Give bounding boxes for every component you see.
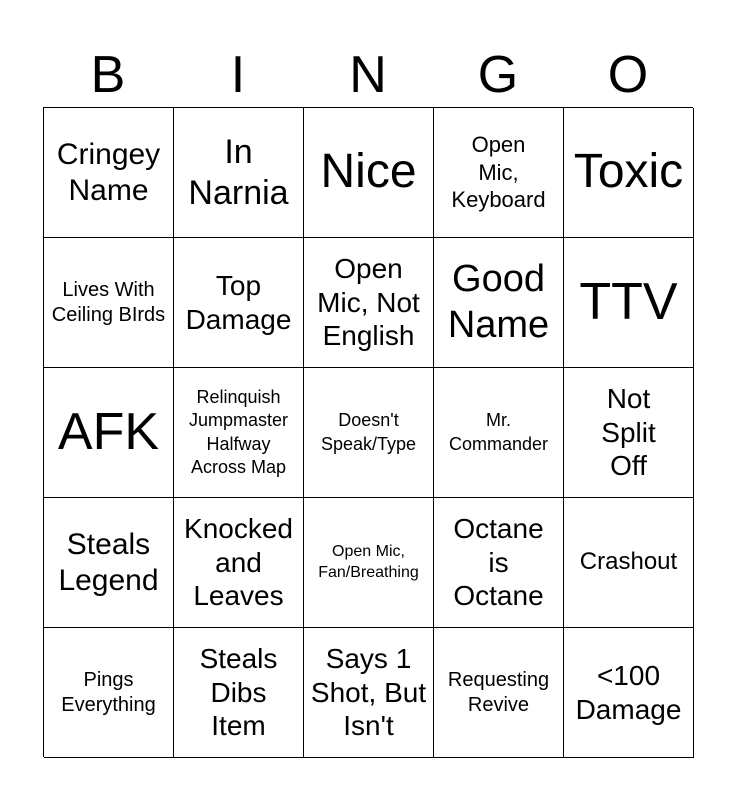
bingo-header	[43, 42, 693, 108]
header-letter-g: G	[477, 46, 519, 104]
cell-text: Knocked and Leaves	[184, 513, 293, 612]
bingo-cell[interactable]	[434, 108, 564, 238]
cell-text: Cringey Name	[56, 137, 161, 207]
bingo-cell[interactable]	[434, 368, 564, 498]
bingo-cell[interactable]	[44, 498, 174, 628]
bingo-cell[interactable]	[304, 238, 434, 368]
cell-text: Steals Legend	[58, 527, 159, 597]
bingo-cell[interactable]	[304, 368, 434, 498]
cell-text: Mr. Commander	[448, 410, 549, 454]
cell-text: Lives With Ceiling BIrds	[51, 278, 166, 326]
bingo-cell[interactable]	[564, 628, 694, 758]
cell-text: Top Damage	[185, 269, 292, 335]
cell-text: Doesn't Speak/Type	[320, 410, 417, 454]
cell-text: Pings Everything	[61, 668, 156, 716]
bingo-cell[interactable]	[174, 498, 304, 628]
header-letter-o: O	[607, 46, 649, 104]
cell-text: Octane is Octane	[453, 513, 544, 612]
cell-text: Relinquish Jumpmaster Halfway Across Map	[188, 386, 289, 477]
cell-text: Requesting Revive	[447, 668, 550, 716]
cell-text: Not Split Off	[601, 383, 656, 482]
bingo-cell[interactable]	[434, 628, 564, 758]
header-letter-b: B	[90, 46, 126, 104]
bingo-cell[interactable]	[564, 498, 694, 628]
cell-text: <100 Damage	[575, 659, 682, 725]
cell-text: Crashout	[579, 548, 678, 576]
bingo-cell[interactable]	[564, 108, 694, 238]
bingo-cell[interactable]	[174, 238, 304, 368]
cell-text: Nice	[320, 145, 417, 199]
cell-text: Says 1 Shot, But Isn't	[310, 643, 427, 742]
cell-text: Good Name	[447, 257, 550, 346]
bingo-cell[interactable]	[564, 238, 694, 368]
bingo-cell[interactable]	[564, 368, 694, 498]
cell-text: Steals Dibs Item	[199, 643, 278, 742]
cell-text: Open Mic, Not English	[317, 253, 420, 352]
header-letter-n: N	[349, 46, 387, 104]
bingo-grid	[43, 107, 693, 757]
cell-text: TTV	[579, 272, 678, 331]
cell-text: In Narnia	[188, 132, 289, 212]
cell-text: Open Mic, Fan/Breathing	[318, 542, 419, 581]
bingo-cell[interactable]	[44, 108, 174, 238]
bingo-cell[interactable]	[174, 628, 304, 758]
bingo-cell[interactable]	[174, 108, 304, 238]
bingo-cell[interactable]	[434, 498, 564, 628]
bingo-cell[interactable]	[304, 628, 434, 758]
header-letter-i: I	[230, 46, 246, 104]
bingo-cell[interactable]	[174, 368, 304, 498]
cell-text: AFK	[57, 402, 160, 461]
bingo-cell[interactable]	[304, 108, 434, 238]
bingo-cell[interactable]	[44, 368, 174, 498]
bingo-cell[interactable]	[434, 238, 564, 368]
bingo-cell[interactable]	[44, 628, 174, 758]
bingo-cell[interactable]	[304, 498, 434, 628]
bingo-cell[interactable]	[44, 238, 174, 368]
cell-text: Open Mic, Keyboard	[451, 132, 546, 213]
cell-text: Toxic	[573, 145, 684, 199]
